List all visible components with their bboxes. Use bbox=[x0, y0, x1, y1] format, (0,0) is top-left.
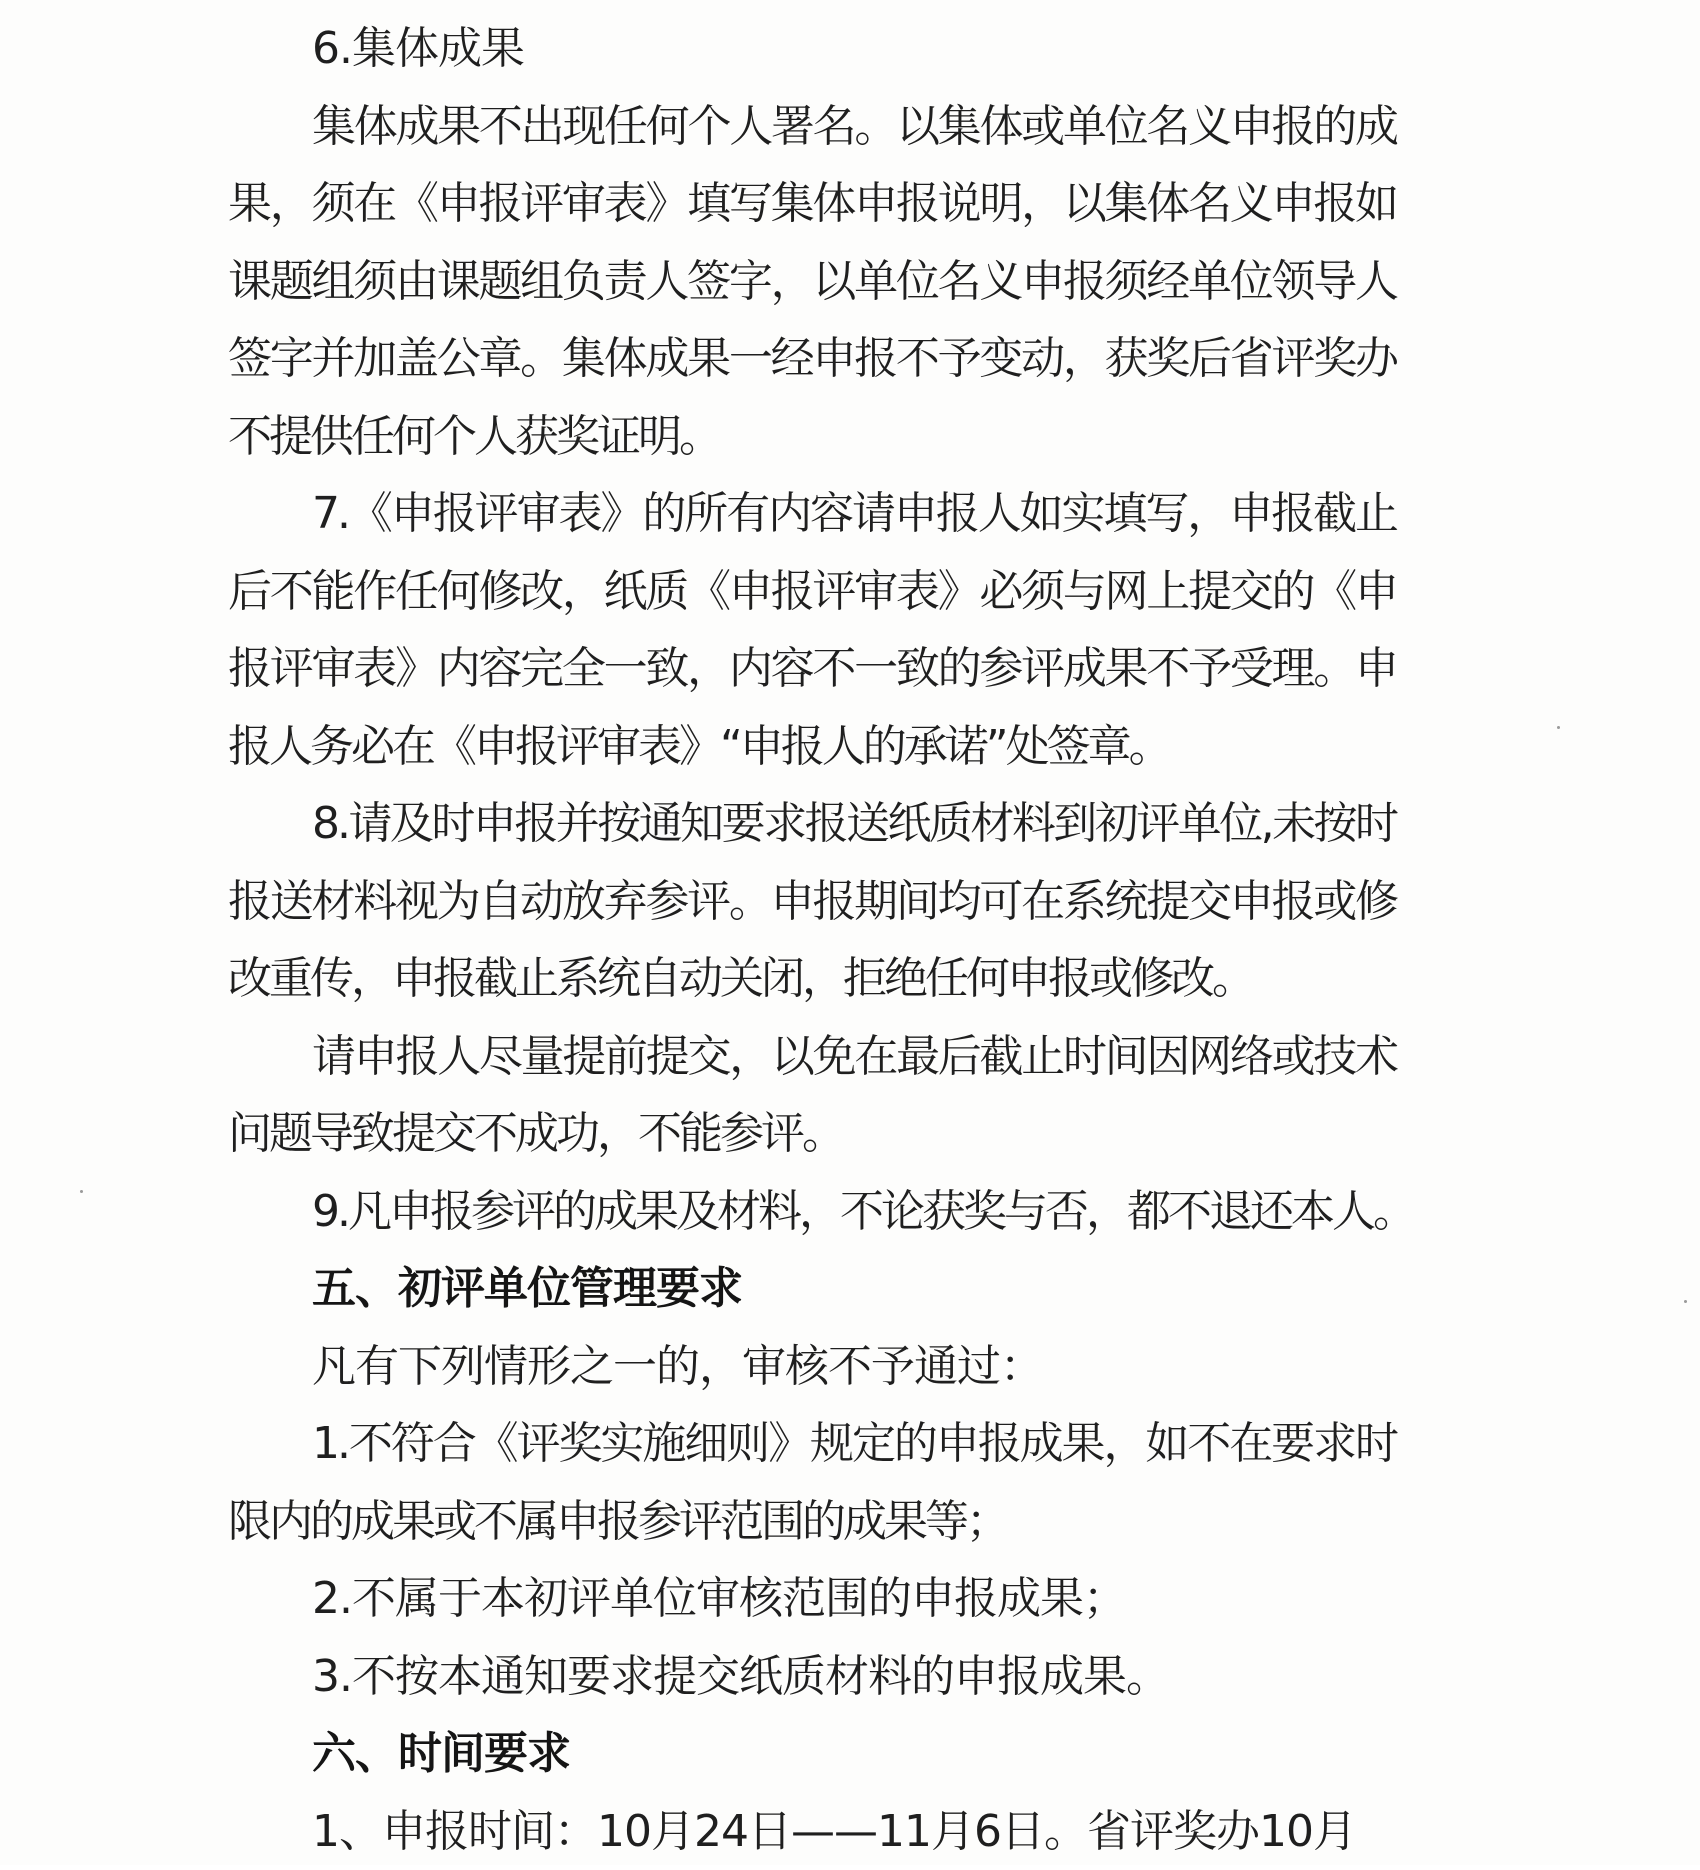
rejection-item-3: 3.不按本通知要求提交纸质材料的申报成果。 bbox=[228, 1638, 1396, 1716]
rejection-intro-paragraph: 凡有下列情形之一的，审核不予通过： bbox=[228, 1328, 1396, 1406]
section-5-heading: 五、初评单位管理要求 bbox=[228, 1250, 1396, 1328]
item-7-paragraph: 7.《申报评审表》的所有内容请申报人如实填写，申报截止后不能作任何修改，纸质《申报评审表》必须与网上提交的《申报评审表》内容完全一致，内容不一致的参评成果不予受理。申报人务必在《申报评审表》“申报人的承诺”处签章。 bbox=[228, 475, 1396, 785]
item-8-paragraph: 8.请及时申报并按通知要求报送纸质材料到初评单位,未按时报送材料视为自动放弃参评。申报期间均可在系统提交申报或修改重传，申报截止系统自动关闭，拒绝任何申报或修改。 bbox=[228, 785, 1396, 1018]
scan-speck bbox=[1557, 726, 1560, 729]
document-body bbox=[228, 10, 1396, 1870]
rejection-item-2: 2.不属于本初评单位审核范围的申报成果； bbox=[228, 1560, 1396, 1638]
section-6-heading: 六、时间要求 bbox=[228, 1715, 1396, 1793]
item-9-paragraph: 9.凡申报参评的成果及材料，不论获奖与否，都不退还本人。 bbox=[228, 1173, 1396, 1251]
early-submission-paragraph: 请申报人尽量提前提交，以免在最后截止时间因网络或技术问题导致提交不成功，不能参评。 bbox=[228, 1018, 1396, 1173]
collective-results-paragraph: 集体成果不出现任何个人署名。以集体或单位名义申报的成果，须在《申报评审表》填写集体申报说明，以集体名义申报如课题组须由课题组负责人签字，以单位名义申报须经单位领导人签字并加盖公章。集体成果一经申报不予变动，获奖后省评奖办不提供任何个人获奖证明。 bbox=[228, 88, 1396, 476]
scan-speck bbox=[80, 1190, 83, 1193]
scan-speck bbox=[1684, 1300, 1687, 1303]
item-6-title: 6.集体成果 bbox=[228, 10, 1396, 88]
time-item-1: 1、申报时间：10月24日——11月6日。省评奖办10月 bbox=[228, 1793, 1396, 1870]
rejection-item-1: 1.不符合《评奖实施细则》规定的申报成果，如不在要求时限内的成果或不属申报参评范围的成果等； bbox=[228, 1405, 1396, 1560]
